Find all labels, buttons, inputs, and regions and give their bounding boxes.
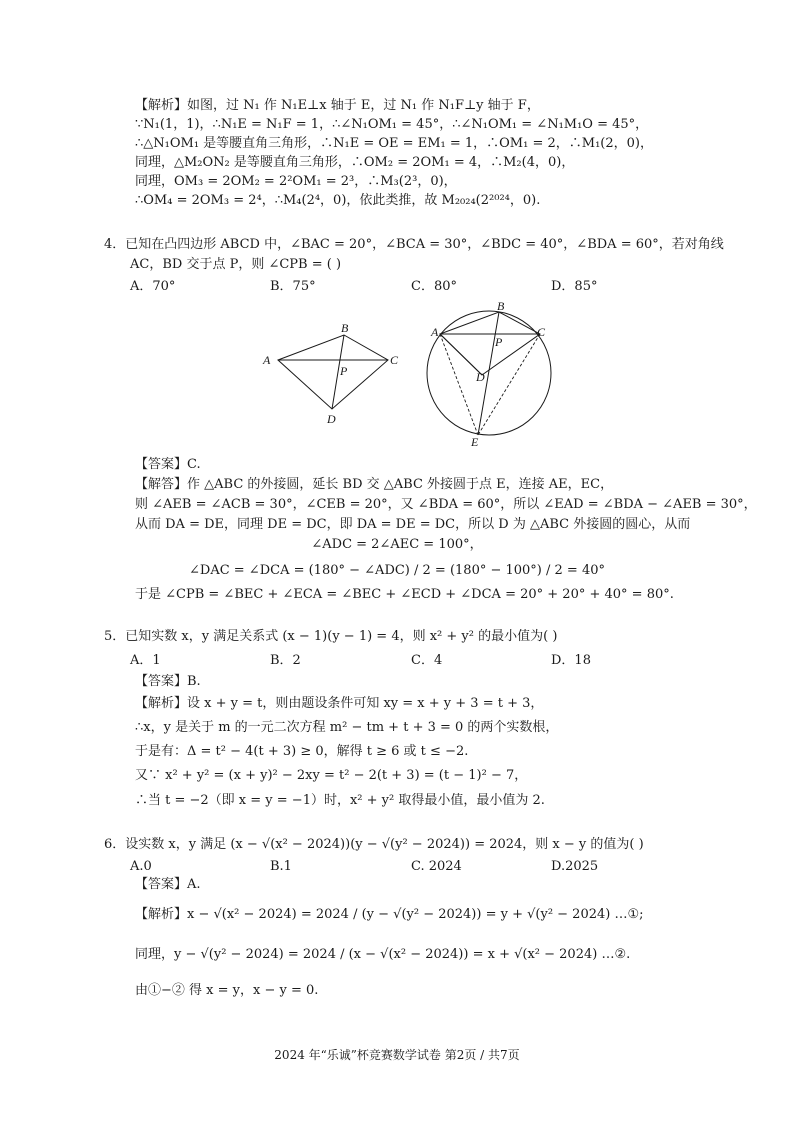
solution-line: ∴OM₄ = 2OM₃ = 2⁴，∴M₄(2⁴，0)，依此类推，故 M₂₀₂₄(2²⁰²⁴，0).: [135, 193, 541, 208]
question-stem: AC，BD 交于点 P，则 ∠CPB = ( ): [130, 257, 342, 272]
label-b: B: [341, 321, 349, 335]
solution-line: 于是 ∠CPB = ∠BEC + ∠ECA = ∠BEC + ∠ECD + ∠DCA = 20° + 20° + 40° = 80°.: [135, 587, 674, 602]
option-a: A．1: [130, 653, 161, 668]
solution-line: 同理，y − √(y² − 2024) = 2024 / (x − √(x² − 2024)) = x + √(x² − 2024) …②.: [135, 947, 631, 962]
answer-line: 【答案】C.: [135, 457, 201, 472]
label-p: P: [495, 335, 503, 349]
option-c: C. 2024: [411, 859, 462, 874]
label-b: B: [497, 299, 505, 313]
solution-line: ∵N₁(1，1)，∴N₁E = N₁F = 1，∴∠N₁OM₁ = 45°，∴∠N₁OM₁ = ∠N₁M₁O = 45°，: [135, 117, 649, 132]
solution-line: ∠ADC = 2∠AEC = 100°，: [311, 537, 483, 552]
option-d: D.2025: [551, 859, 599, 874]
solution-line: 则 ∠AEB = ∠ACB = 30°，∠CEB = 20°，又 ∠BDA = 60°，所以 ∠EAD = ∠BDA − ∠AEB = 30°，: [135, 497, 757, 512]
solution-line: 又∵ x² + y² = (x + y)² − 2xy = t² − 2(t + 3) = (t − 1)² − 7，: [135, 768, 528, 783]
label-a: A: [431, 325, 439, 339]
question-stem: 6．设实数 x，y 满足 (x − √(x² − 2024))(y − √(y² − 2024)) = 2024，则 x − y 的值为( ): [104, 837, 644, 852]
solution-formula: ∠DAC = ∠DCA = (180° − ∠ADC) / 2 = (180° − 100°) / 2 = 40°: [189, 563, 605, 578]
solution-line: 【解析】x − √(x² − 2024) = 2024 / (y − √(y² − 2024)) = y + √(y² − 2024) …①;: [135, 907, 644, 922]
solution-line: 从而 DA = DE，同理 DE = DC，即 DA = DE = DC，所以 D 为 △ABC 外接圆的圆心，从而: [135, 517, 691, 532]
label-c: C: [537, 325, 546, 339]
label-p: P: [340, 364, 348, 378]
label-d: D: [476, 370, 485, 384]
option-a: A．70°: [130, 279, 176, 294]
quadrilateral-figure: [258, 318, 408, 437]
solution-line: 【解析】如图，过 N₁ 作 N₁E⊥x 轴于 E，过 N₁ 作 N₁F⊥y 轴于 F，: [135, 98, 540, 113]
option-a: A.0: [130, 859, 152, 874]
option-d: D．18: [551, 653, 591, 668]
option-b: B.1: [270, 859, 292, 874]
option-c: C．80°: [411, 279, 457, 294]
label-c: C: [390, 353, 399, 367]
solution-line: 于是有：Δ = t² − 4(t + 3) ≥ 0，解得 t ≥ 6 或 t ≤ −2.: [135, 744, 469, 759]
label-d: D: [327, 412, 336, 426]
solution-line: 【解析】设 x + y = t，则由题设条件可知 xy = x + y + 3 = t + 3，: [135, 696, 544, 711]
label-e: E: [471, 435, 479, 449]
page-footer: 2024 年“乐诚”杯竞赛数学试卷 第2页 / 共7页: [274, 1048, 520, 1062]
solution-line: 同理，OM₃ = 2OM₂ = 2²OM₁ = 2³，∴M₃(2³，0)，: [135, 174, 457, 189]
solution-line: 【解答】作 △ABC 的外接圆，延长 BD 交 △ABC 外接圆于点 E，连接 AE，EC，: [135, 477, 614, 492]
answer-line: 【答案】A.: [135, 877, 201, 892]
solution-line: ∴△N₁OM₁ 是等腰直角三角形，∴N₁E = OE = EM₁ = 1，∴OM₁ = 2，∴M₁(2，0)，: [135, 136, 653, 151]
circumcircle-figure: [425, 298, 560, 454]
question-stem: 4．已知在凸四边形 ABCD 中，∠BAC = 20°，∠BCA = 30°，∠BDC = 40°，∠BDA = 60°，若对角线: [104, 237, 724, 252]
solution-line: 由①−② 得 x = y，x − y = 0.: [135, 983, 319, 998]
option-b: B．2: [270, 653, 301, 668]
option-b: B．75°: [270, 279, 316, 294]
solution-line: ∴当 t = −2（即 x = y = −1）时，x² + y² 取得最小值，最小值为 2.: [135, 793, 545, 808]
answer-line: 【答案】B.: [135, 674, 201, 689]
question-stem: 5．已知实数 x，y 满足关系式 (x − 1)(y − 1) = 4，则 x² + y² 的最小值为( ): [104, 629, 558, 644]
solution-line: 同理，△M₂ON₂ 是等腰直角三角形，∴OM₂ = 2OM₁ = 4，∴M₂(4，0)，: [135, 155, 575, 170]
option-d: D．85°: [551, 279, 598, 294]
label-a: A: [263, 353, 271, 367]
option-c: C．4: [411, 653, 443, 668]
solution-line: ∴x，y 是关于 m 的一元二次方程 m² − tm + t + 3 = 0 的两个实数根，: [135, 720, 559, 735]
